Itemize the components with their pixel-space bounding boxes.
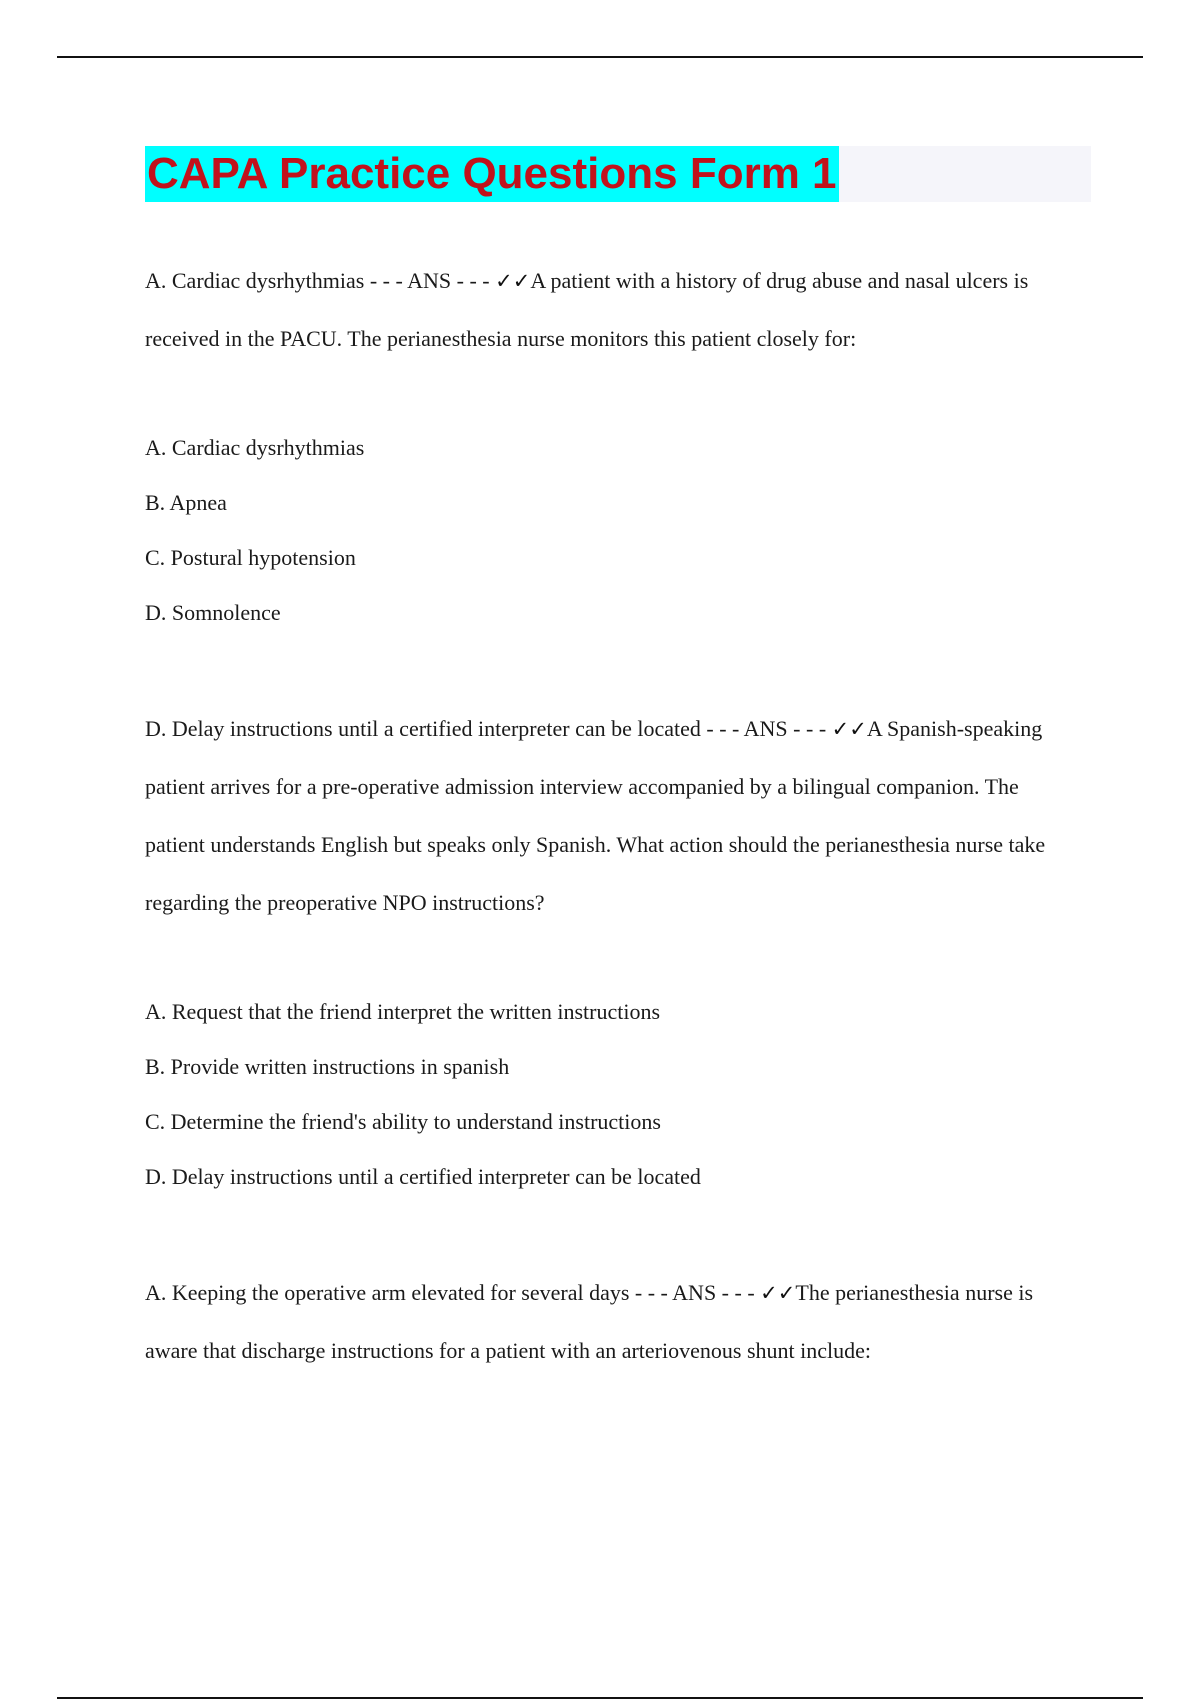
question-stem xyxy=(145,252,1075,368)
answer-text: D. Delay instructions until a certified interpreter can be located xyxy=(145,716,701,741)
option-item: A. Request that the friend interpret the written instructions xyxy=(145,999,661,1024)
option-item: C. Postural hypotension xyxy=(145,545,356,570)
ans-separator: - - - ANS - - - xyxy=(629,1280,761,1305)
option-list xyxy=(145,984,1075,1204)
question-text: A patient with a history of drug abuse and nasal ulcers is received in the PACU. The perianesthesia nurse monitors this patient closely for: xyxy=(145,268,1029,351)
answer-text: A. Cardiac dysrhythmias xyxy=(145,268,365,293)
document-title: CAPA Practice Questions Form 1 xyxy=(145,146,839,202)
top-rule xyxy=(57,56,1143,58)
question-stem xyxy=(145,1264,1075,1380)
option-item: D. Delay instructions until a certified interpreter can be located xyxy=(145,1164,701,1189)
question-item xyxy=(145,1264,1075,1380)
question-stem xyxy=(145,700,1075,932)
question-text: The perianesthesia nurse is aware that discharge instructions for a patient with an arteriovenous shunt include: xyxy=(145,1280,1034,1363)
checkmark-icon: ✓✓ xyxy=(831,717,867,741)
option-item: A. Cardiac dysrhythmias xyxy=(145,435,365,460)
question-item xyxy=(145,252,1075,700)
option-item: B. Provide written instructions in spanish xyxy=(145,1054,510,1079)
option-item: D. Somnolence xyxy=(145,600,281,625)
ans-separator: - - - ANS - - - xyxy=(364,268,496,293)
option-item: C. Determine the friend's ability to understand instructions xyxy=(145,1109,661,1134)
option-item: B. Apnea xyxy=(145,490,227,515)
question-list xyxy=(145,252,1075,1380)
checkmark-icon: ✓✓ xyxy=(760,1281,796,1305)
question-text: A Spanish-speaking patient arrives for a pre-operative admission interview accompanied by a bilingual companion. The patient understands English but speaks only Spanish. What action should the perianesthesia nurse take regarding the preoperative NPO instructions? xyxy=(145,716,1046,915)
checkmark-icon: ✓✓ xyxy=(495,269,531,293)
question-item xyxy=(145,700,1075,1264)
answer-text: A. Keeping the operative arm elevated for several days xyxy=(145,1280,630,1305)
ans-separator: - - - ANS - - - xyxy=(700,716,832,741)
option-list xyxy=(145,420,1075,640)
bottom-rule xyxy=(57,1697,1143,1699)
